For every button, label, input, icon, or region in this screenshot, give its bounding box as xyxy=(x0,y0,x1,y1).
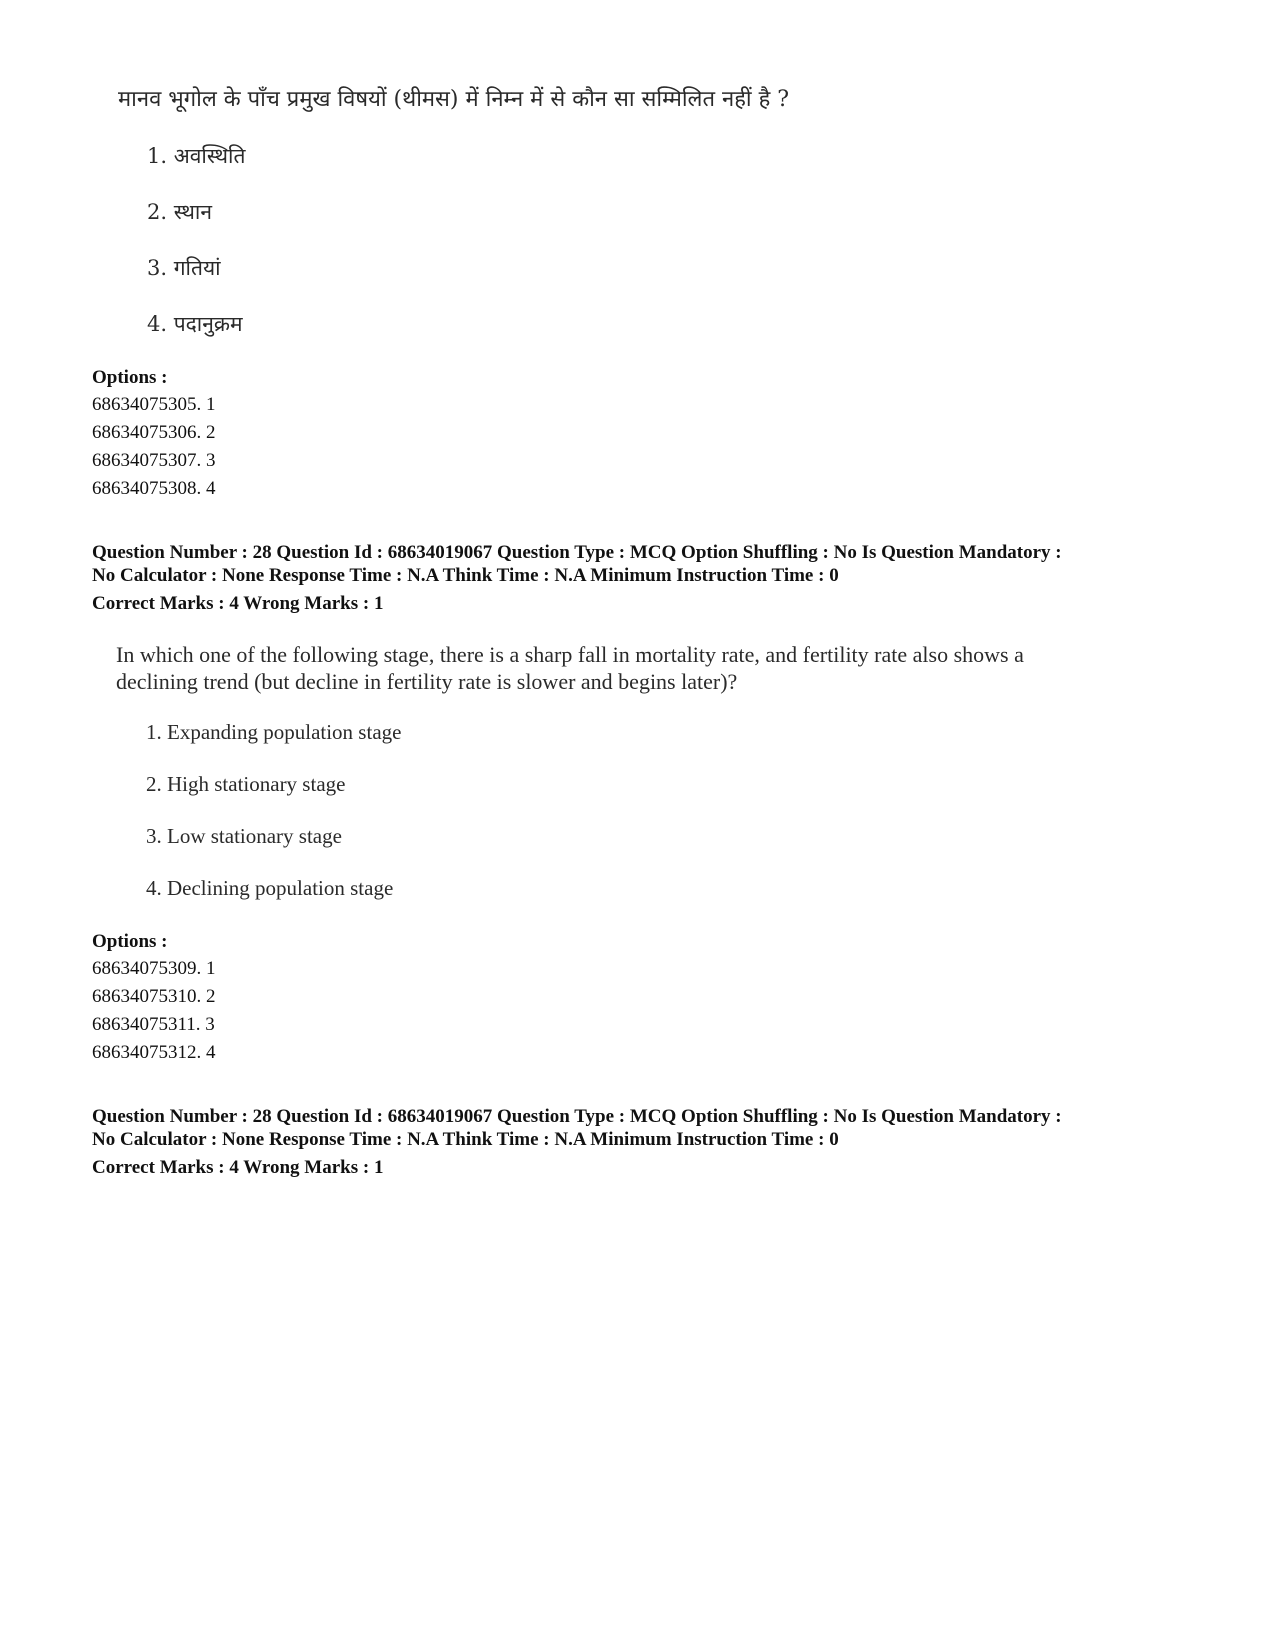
question-1-text: मानव भूगोल के पाँच प्रमुख विषयों (थीमस) में निम्न में से कौन सा सम्मिलित नहीं है ? xyxy=(118,87,790,112)
options-1-row: 68634075307. 3 xyxy=(92,450,216,471)
question-meta-1-marks: Correct Marks : 4 Wrong Marks : 1 xyxy=(92,593,384,614)
question-meta-1-line-1: Question Number : 28 Question Id : 68634019067 Question Type : MCQ Option Shuffling : No Is Question Mandatory : xyxy=(92,542,1062,563)
question-2-text-line-1: In which one of the following stage, there is a sharp fall in mortality rate, and fertility rate also shows a xyxy=(116,642,1024,667)
question-2-item-4: 4. Declining population stage xyxy=(146,876,394,900)
question-1-item-1: 1. अवस्थिति xyxy=(147,144,246,168)
question-meta-2-marks: Correct Marks : 4 Wrong Marks : 1 xyxy=(92,1157,384,1178)
options-1-label: Options : xyxy=(92,367,168,388)
question-1-item-3: 3. गतियां xyxy=(147,256,221,280)
question-2-item-3: 3. Low stationary stage xyxy=(146,824,342,848)
question-2-item-1: 1. Expanding population stage xyxy=(146,720,402,744)
question-1-item-4: 4. पदानुक्रम xyxy=(147,312,243,336)
question-2-item-2: 2. High stationary stage xyxy=(146,772,346,796)
options-2-label: Options : xyxy=(92,931,168,952)
question-meta-2-line-2: No Calculator : None Response Time : N.A Think Time : N.A Minimum Instruction Time : 0 xyxy=(92,1129,839,1150)
options-2-row: 68634075312. 4 xyxy=(92,1042,216,1063)
options-1-row: 68634075306. 2 xyxy=(92,422,216,443)
options-2-row: 68634075309. 1 xyxy=(92,958,216,979)
options-2-row: 68634075310. 2 xyxy=(92,986,216,1007)
options-2-row: 68634075311. 3 xyxy=(92,1014,215,1035)
question-2-text-line-2: declining trend (but decline in fertility rate is slower and begins later)? xyxy=(116,669,738,694)
options-1-row: 68634075308. 4 xyxy=(92,478,216,499)
question-meta-1-line-2: No Calculator : None Response Time : N.A Think Time : N.A Minimum Instruction Time : 0 xyxy=(92,565,839,586)
question-meta-2-line-1: Question Number : 28 Question Id : 68634019067 Question Type : MCQ Option Shuffling : No Is Question Mandatory : xyxy=(92,1106,1062,1127)
options-1-row: 68634075305. 1 xyxy=(92,394,216,415)
question-1-item-2: 2. स्थान xyxy=(147,200,212,224)
